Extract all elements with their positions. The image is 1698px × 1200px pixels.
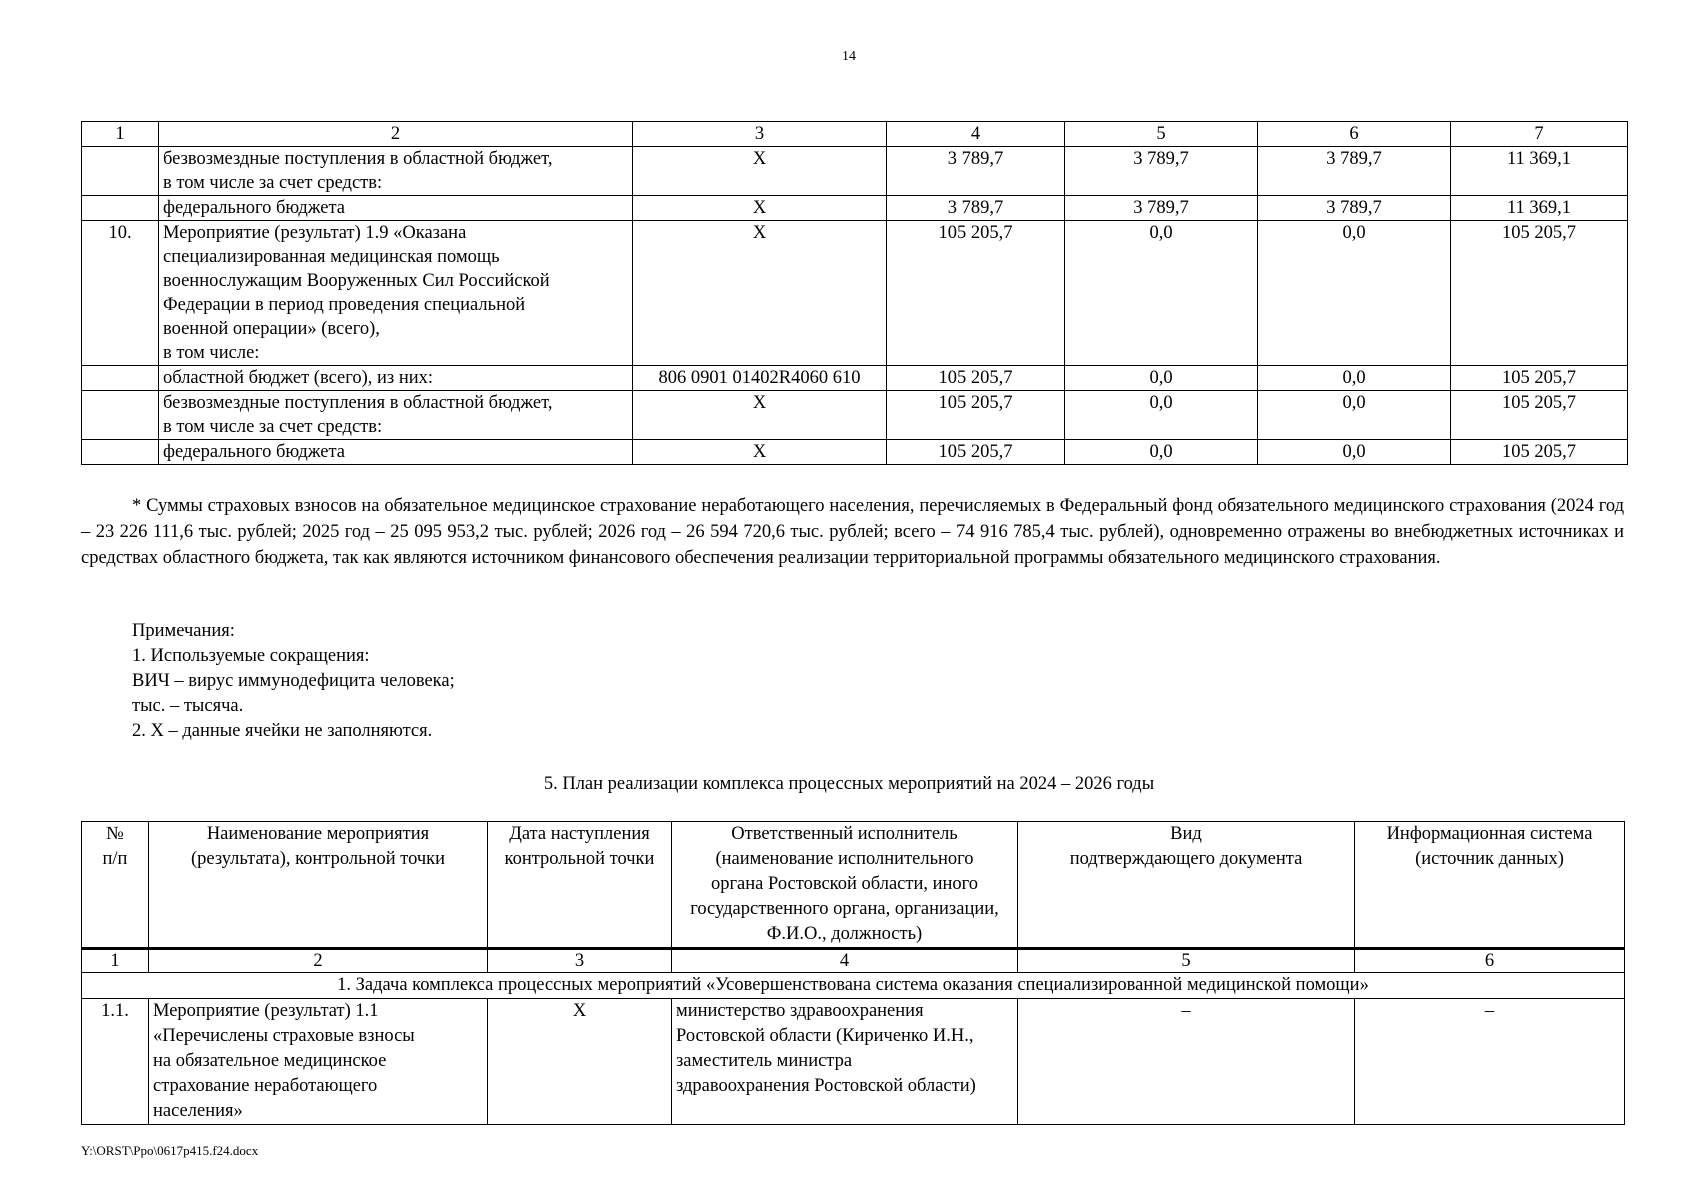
row-name-line: безвозмездные поступления в областной бюджет, [163,149,553,169]
notes-item: 2. Х – данные ячейки не заполняются. [132,721,433,741]
notes-title: Примечания: [132,621,235,641]
value-total: 105 205,7 [1451,391,1628,440]
header-cell-doc-type [1018,822,1355,949]
row-name-line: в том числе: [163,343,260,363]
row-name-line: безвозмездные поступления в областной бюджет, [163,393,553,413]
row-info-system: – [1355,999,1625,1125]
col-number: 1 [82,122,159,147]
header-line: органа Ростовской области, иного [710,874,979,894]
notes [132,619,1032,744]
header-line: (источник данных) [1415,849,1564,869]
row-name-line: специализированная медицинская помощь [163,247,500,267]
header-line: государственного органа, организации, [690,899,999,919]
row-name [159,391,633,440]
header-line: Наименование мероприятия [206,824,430,844]
budget-table [81,121,1628,465]
col-number: 4 [672,949,1018,973]
row-number [82,440,159,465]
budget-code: Х [633,221,887,366]
row-date: Х [488,999,672,1125]
budget-code: Х [633,147,887,196]
value-2026: 0,0 [1258,391,1451,440]
budget-code: Х [633,196,887,221]
value-total: 11 369,1 [1451,147,1628,196]
budget-code: Х [633,440,887,465]
value-total: 105 205,7 [1451,221,1628,366]
header-line: Дата наступления [509,824,650,844]
header-line: контрольной точки [504,849,655,869]
plan-table-column-numbers [82,949,1625,973]
row-number: 10. [82,221,159,366]
value-2026: 3 789,7 [1258,147,1451,196]
value-2025: 0,0 [1065,221,1258,366]
notes-item: 1. Используемые сокращения: [132,646,370,666]
footnote: * Суммы страховых взносов на обязательное медицинское страхование неработающего населения, перечисляемых в Федеральный фонд обязательного медицинского страхования (2024 год – 23 226 111,6 тыс. рублей; 2025 год – 25 095 953,2 тыс. рублей; 2026 год – 26 594 720,6 тыс. рублей; всего – 74 916 785,4 тыс. рублей), одновременно отражены во внебюджетных источниках и средствах областного бюджета, так как являются источником финансового обеспечения реализации территориальной программы обязательного медицинского страхования. [81,496,1624,568]
table-row [82,147,1628,196]
col-number: 1 [82,949,149,973]
value-2025: 0,0 [1065,440,1258,465]
row-name-line: Мероприятие (результат) 1.1 [153,1001,379,1021]
task-row [82,973,1625,999]
value-2024: 105 205,7 [887,391,1065,440]
table-row [82,391,1628,440]
notes-item: тыс. – тысяча. [132,696,244,716]
col-number: 6 [1355,949,1625,973]
header-line: (результата), контрольной точки [190,849,446,869]
col-number: 2 [149,949,488,973]
row-name-line: Федерации в период проведения специальной [163,295,526,315]
header-line: Информационная система [1386,824,1593,844]
value-2025: 3 789,7 [1065,196,1258,221]
value-2025: 0,0 [1065,391,1258,440]
value-2024: 3 789,7 [887,196,1065,221]
row-name-line: военной операции» (всего), [163,319,380,339]
table-row [82,440,1628,465]
col-number: 2 [159,122,633,147]
row-name: федерального бюджета [159,196,633,221]
executor-line: здравоохранения Ростовской области) [676,1076,976,1096]
executor-line: заместитель министра [676,1051,853,1071]
budget-code: Х [633,391,887,440]
value-2025: 3 789,7 [1065,147,1258,196]
row-executor [672,999,1018,1125]
value-2024: 105 205,7 [887,440,1065,465]
row-doc-type: – [1018,999,1355,1125]
row-name: областной бюджет (всего), из них: [159,366,633,391]
row-number [82,196,159,221]
header-line: № [106,824,124,844]
col-number: 3 [488,949,672,973]
task-title: 1. Задача комплекса процессных мероприятий «Усовершенствована система оказания специализированной медицинской помощи» [82,973,1625,999]
header-line: (наименование исполнительного [715,849,974,869]
value-2024: 105 205,7 [887,366,1065,391]
col-number: 4 [887,122,1065,147]
col-number: 5 [1065,122,1258,147]
row-name-line: в том числе за счет средств: [163,173,383,193]
row-number [82,366,159,391]
value-total: 105 205,7 [1451,440,1628,465]
col-number: 3 [633,122,887,147]
table-row [82,196,1628,221]
row-name [159,147,633,196]
value-2025: 0,0 [1065,366,1258,391]
col-number: 7 [1451,122,1628,147]
row-name: федерального бюджета [159,440,633,465]
row-name-line: страхование неработающего [153,1076,378,1096]
header-line: п/п [102,849,128,869]
row-name [159,221,633,366]
plan-table [81,821,1625,1125]
header-line: Ф.И.О., должность) [766,924,923,944]
value-total: 105 205,7 [1451,366,1628,391]
value-total: 11 369,1 [1451,196,1628,221]
row-name-line: «Перечислены страховые взносы [153,1026,415,1046]
header-cell-number [82,822,149,949]
table-row [82,999,1625,1125]
col-number: 5 [1018,949,1355,973]
row-number [82,391,159,440]
row-name-line: на обязательное медицинское [153,1051,387,1071]
notes-item: ВИЧ – вирус иммунодефицита человека; [132,671,455,691]
executor-line: Ростовской области (Кириченко И.Н., [676,1026,974,1046]
header-cell-executor [672,822,1018,949]
budget-table-column-numbers [82,122,1628,147]
header-line: подтверждающего документа [1069,849,1303,869]
header-line: Ответственный исполнитель [731,824,958,844]
header-line: Вид [1170,824,1202,844]
header-cell-date [488,822,672,949]
row-number [82,147,159,196]
page-number: 14 [842,49,856,64]
row-name-line: военнослужащим Вооруженных Сил Российской [163,271,550,291]
budget-code: 806 0901 01402R4060 610 [633,366,887,391]
value-2026: 0,0 [1258,221,1451,366]
row-name-line: в том числе за счет средств: [163,417,383,437]
value-2026: 0,0 [1258,366,1451,391]
value-2024: 105 205,7 [887,221,1065,366]
col-number: 6 [1258,122,1451,147]
executor-line: министерство здравоохранения [676,1001,924,1021]
table-row [82,221,1628,366]
plan-table-header [82,822,1625,949]
value-2026: 3 789,7 [1258,196,1451,221]
file-path: Y:\ORST\Ppo\0617p415.f24.docx [81,1143,259,1158]
row-number: 1.1. [82,999,149,1125]
header-cell-name [149,822,488,949]
row-name-line: населения» [153,1101,243,1121]
value-2024: 3 789,7 [887,147,1065,196]
header-cell-info-system [1355,822,1625,949]
section-title: 5. План реализации комплекса процессных мероприятий на 2024 – 2026 годы [543,774,1155,794]
value-2026: 0,0 [1258,440,1451,465]
row-name [149,999,488,1125]
row-name-line: Мероприятие (результат) 1.9 «Оказана [163,223,467,243]
table-row [82,366,1628,391]
